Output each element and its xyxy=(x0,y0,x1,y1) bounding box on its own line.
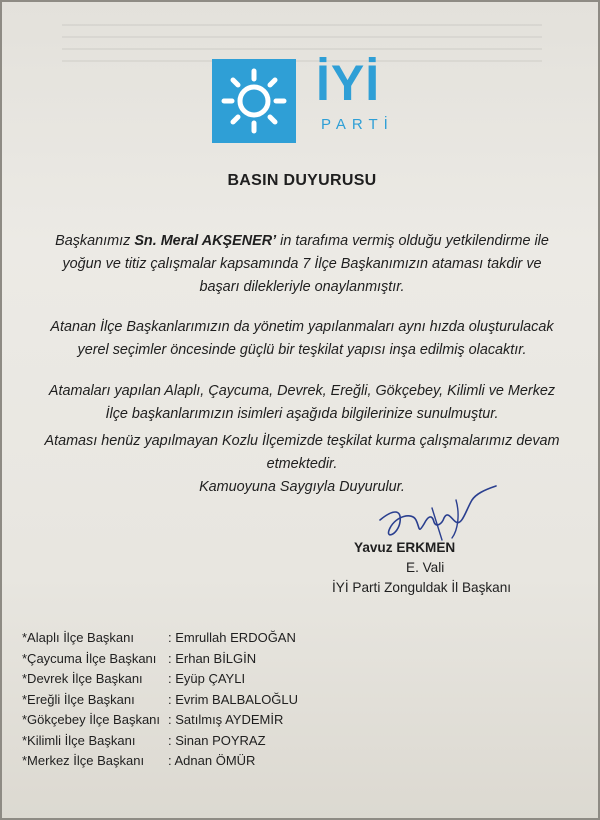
paragraph-1-line-3: başarı dilekleriyle onaylanmıştır. xyxy=(199,279,405,295)
appointee-name: : Adnan ÖMÜR xyxy=(168,753,256,768)
list-item xyxy=(22,671,298,692)
logo-wordmark: İYİ xyxy=(316,55,381,111)
paragraph-3 xyxy=(2,380,600,426)
leader-name: Sn. Meral AKŞENER’ xyxy=(134,233,277,249)
signer-organization: İYİ Parti Zonguldak İl Başkanı xyxy=(332,580,512,595)
paragraph-4-line-2: etmektedir. xyxy=(266,456,338,472)
list-item xyxy=(22,753,298,774)
appointee-name: : Erhan BİLGİN xyxy=(168,650,257,666)
office-label: *Gökçebey İlçe Başkanı xyxy=(22,712,161,727)
list-item xyxy=(22,651,298,672)
party-logo xyxy=(212,54,397,144)
paragraph-4 xyxy=(2,430,600,476)
signer-name: Yavuz ERKMEN xyxy=(354,540,456,555)
office-label: *Ereğli İlçe Başkanı xyxy=(22,691,135,707)
list-item xyxy=(22,692,298,713)
closing-line: Kamuoyuna Saygıyla Duyurulur. xyxy=(199,479,405,495)
office-label: *Devrek İlçe Başkanı xyxy=(22,671,143,686)
text-span: Başkanımız xyxy=(55,233,135,249)
appointee-name: : Sinan POYRAZ xyxy=(168,732,266,748)
signer-block xyxy=(332,538,552,598)
office-label: *Alaplı İlçe Başkanı xyxy=(22,630,135,645)
paragraph-3-line-2: İlçe başkanlarımızın isimleri aşağıda bilgilerinize sunulmuştur. xyxy=(105,406,499,422)
text-span: in tarafıma vermiş olduğu yetkilendirme ile xyxy=(276,233,549,249)
office-label: *Çaycuma İlçe Başkanı xyxy=(22,650,157,666)
office-label: *Kilimli İlçe Başkanı xyxy=(22,732,136,748)
appointee-name: : Evrim BALBALOĞLU xyxy=(168,691,299,707)
paragraph-2-line-2: yerel seçimler öncesinde güçlü bir teşkilat yapısı inşa edilmiş olacaktır. xyxy=(77,342,527,358)
sun-icon xyxy=(212,59,296,143)
appointments-list xyxy=(22,630,298,774)
paragraph-2 xyxy=(2,316,600,362)
list-item xyxy=(22,733,298,754)
appointee-name: : Eyüp ÇAYLI xyxy=(168,671,246,686)
logo-subtitle: PARTİ xyxy=(321,116,394,133)
paragraph-1-line-2: yoğun ve titiz çalışmalar kapsamında 7 İlçe Başkanımızın ataması takdir ve xyxy=(62,256,542,272)
list-item xyxy=(22,712,298,733)
appointee-name: : Emrullah ERDOĞAN xyxy=(168,630,296,645)
paragraph-1-line-1 xyxy=(2,230,600,253)
appointee-name: : Satılmış AYDEMİR xyxy=(168,712,284,727)
paragraph-4-line-1: Ataması henüz yapılmayan Kozlu İlçemizde teşkilat kurma çalışmalarımız devam xyxy=(44,433,560,449)
paragraph-1 xyxy=(2,230,600,299)
list-item xyxy=(22,630,298,651)
office-label: *Merkez İlçe Başkanı xyxy=(22,753,145,768)
paragraph-3-line-1: Atamaları yapılan Alaplı, Çaycuma, Devrek, Ereğli, Gökçebey, Kilimli ve Merkez xyxy=(48,383,556,399)
document-title: BASIN DUYURUSU xyxy=(227,172,377,189)
signer-rank: E. Vali xyxy=(406,560,445,575)
paragraph-2-line-1: Atanan İlçe Başkanlarımızın da yönetim yapılanmaları aynı hızda oluşturulacak xyxy=(50,319,554,335)
